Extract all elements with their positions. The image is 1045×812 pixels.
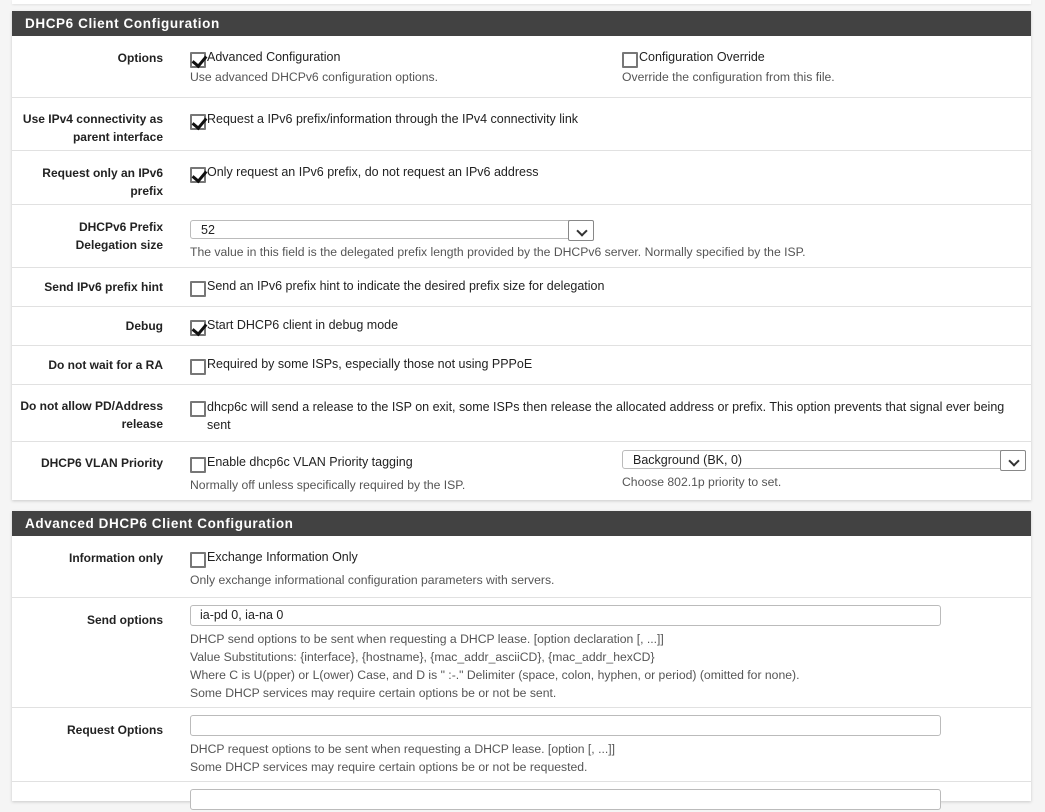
config-override-checkbox[interactable] xyxy=(622,52,638,68)
field-label xyxy=(12,110,163,146)
ipv4-parent-checkbox-row[interactable] xyxy=(190,111,578,130)
row-request-options xyxy=(12,707,1031,781)
checkbox-label: Advanced Configuration xyxy=(207,50,341,64)
chevron-down-icon[interactable] xyxy=(1000,450,1026,471)
prefix-hint-checkbox[interactable] xyxy=(190,281,206,297)
field-label: Information only xyxy=(69,551,163,565)
label-line: Do not allow PD/Address xyxy=(20,399,163,413)
row-information-only xyxy=(12,536,1031,597)
panel-title: Advanced DHCP6 Client Configuration xyxy=(12,511,1031,536)
row-vlan-priority xyxy=(12,441,1031,502)
field-label: Do not wait for a RA xyxy=(48,358,163,372)
field-label: DHCP6 VLAN Priority xyxy=(40,456,163,470)
ipv4-parent-checkbox[interactable] xyxy=(190,114,206,130)
label-line: DHCPv6 Prefix xyxy=(78,220,163,234)
help-text: Where C is U(pper) or L(ower) Case, and D is " :-." Delimiter (space, colon, hyphen, or period) (omitted for none). xyxy=(190,668,800,682)
no-wait-ra-checkbox-row[interactable] xyxy=(190,356,532,375)
checkbox-label: Only request an IPv6 prefix, do not request an IPv6 address xyxy=(207,165,539,179)
no-release-checkbox[interactable] xyxy=(190,401,206,417)
checkbox-label: dhcp6c will send a release to the ISP on exit, some ISPs then release the allocated address or prefix. This option prevents that signal ever being sent xyxy=(207,400,1005,432)
help-text: Choose 802.1p priority to set. xyxy=(622,475,782,489)
checkbox-label: Request a IPv6 prefix/information through the IPv4 connectivity link xyxy=(207,112,579,126)
help-text: Use advanced DHCPv6 configuration options. xyxy=(190,70,438,84)
debug-checkbox[interactable] xyxy=(190,320,206,336)
label-line: prefix xyxy=(130,184,163,198)
selected-value: Background (BK, 0) xyxy=(633,453,743,467)
field-label xyxy=(12,218,163,254)
help-text: Some DHCP services may require certain options be or not be sent. xyxy=(190,686,557,700)
help-text: Override the configuration from this file. xyxy=(622,70,835,84)
checkbox-label: Exchange Information Only xyxy=(207,550,358,564)
field-label xyxy=(12,164,163,200)
checkbox-label: Start DHCP6 client in debug mode xyxy=(207,318,399,332)
row-prefix-delegation-size xyxy=(12,204,1031,267)
checkbox-label: Configuration Override xyxy=(639,50,765,64)
checkbox-label: Enable dhcp6c VLAN Priority tagging xyxy=(207,455,413,469)
label-line: Request only an IPv6 xyxy=(42,166,163,180)
row-ipv4-parent xyxy=(12,97,1031,150)
request-options-input[interactable] xyxy=(190,715,941,736)
advanced-config-checkbox-row[interactable] xyxy=(190,49,438,68)
advanced-config-checkbox[interactable] xyxy=(190,52,206,68)
next-field-input[interactable] xyxy=(190,789,941,810)
info-only-checkbox[interactable] xyxy=(190,552,206,568)
help-text: The value in this field is the delegated prefix length provided by the DHCPv6 server. Normally specified by the ISP. xyxy=(190,245,806,259)
info-only-checkbox-row[interactable] xyxy=(190,549,554,568)
help-text: Some DHCP services may require certain options be or not be requested. xyxy=(190,760,588,774)
field-label: Send IPv6 prefix hint xyxy=(44,280,163,294)
help-text: DHCP request options to be sent when requesting a DHCP lease. [option [, ...]] xyxy=(190,742,615,756)
help-text: Value Substitutions: {interface}, {hostname}, {mac_addr_asciiCD}, {mac_addr_hexCD} xyxy=(190,650,655,664)
label-line: parent interface xyxy=(72,130,163,144)
row-debug xyxy=(12,306,1031,345)
send-options-input[interactable]: ia-pd 0, ia-na 0 xyxy=(190,605,941,626)
row-options xyxy=(12,36,1031,97)
field-label: Send options xyxy=(87,613,163,627)
no-release-checkbox-row[interactable] xyxy=(190,398,1010,434)
vlan-priority-checkbox[interactable] xyxy=(190,457,206,473)
field-label: Request Options xyxy=(66,723,163,737)
help-text: DHCP send options to be sent when requesting a DHCP lease. [option declaration [, ...]] xyxy=(190,632,664,646)
advanced-dhcp6-client-config-panel xyxy=(12,511,1031,801)
row-no-release xyxy=(12,384,1031,441)
request-prefix-only-checkbox-row[interactable] xyxy=(190,164,538,183)
row-next-field xyxy=(12,781,1031,812)
checkbox-label: Required by some ISPs, especially those not using PPPoE xyxy=(207,357,533,371)
checkbox-label: Send an IPv6 prefix hint to indicate the desired prefix size for delegation xyxy=(207,279,605,293)
selected-value: 52 xyxy=(201,223,215,237)
field-label: Options xyxy=(117,51,163,65)
prefix-delegation-size-select[interactable] xyxy=(190,220,594,239)
row-request-prefix-only xyxy=(12,150,1031,204)
vlan-priority-checkbox-row[interactable] xyxy=(190,454,465,473)
label-line: Use IPv4 connectivity as xyxy=(22,112,163,126)
help-text: Normally off unless specifically required by the ISP. xyxy=(190,478,466,492)
chevron-down-icon[interactable] xyxy=(568,220,594,241)
dhcp6-client-config-panel xyxy=(12,11,1031,500)
request-prefix-only-checkbox[interactable] xyxy=(190,167,206,183)
label-line: release xyxy=(121,417,163,431)
vlan-priority-select[interactable] xyxy=(622,450,1026,469)
row-no-wait-ra xyxy=(12,345,1031,384)
prefix-hint-checkbox-row[interactable] xyxy=(190,278,604,297)
debug-checkbox-row[interactable] xyxy=(190,317,398,336)
field-label: Debug xyxy=(125,319,163,333)
row-send-options xyxy=(12,597,1031,707)
row-prefix-hint xyxy=(12,267,1031,306)
config-override-checkbox-row[interactable] xyxy=(622,49,835,68)
field-label xyxy=(12,397,163,433)
no-wait-ra-checkbox[interactable] xyxy=(190,359,206,375)
panel-title: DHCP6 Client Configuration xyxy=(12,11,1031,36)
help-text: Only exchange informational configuration parameters with servers. xyxy=(190,573,555,587)
label-line: Delegation size xyxy=(75,238,163,252)
previous-panel-edge xyxy=(12,0,1031,4)
